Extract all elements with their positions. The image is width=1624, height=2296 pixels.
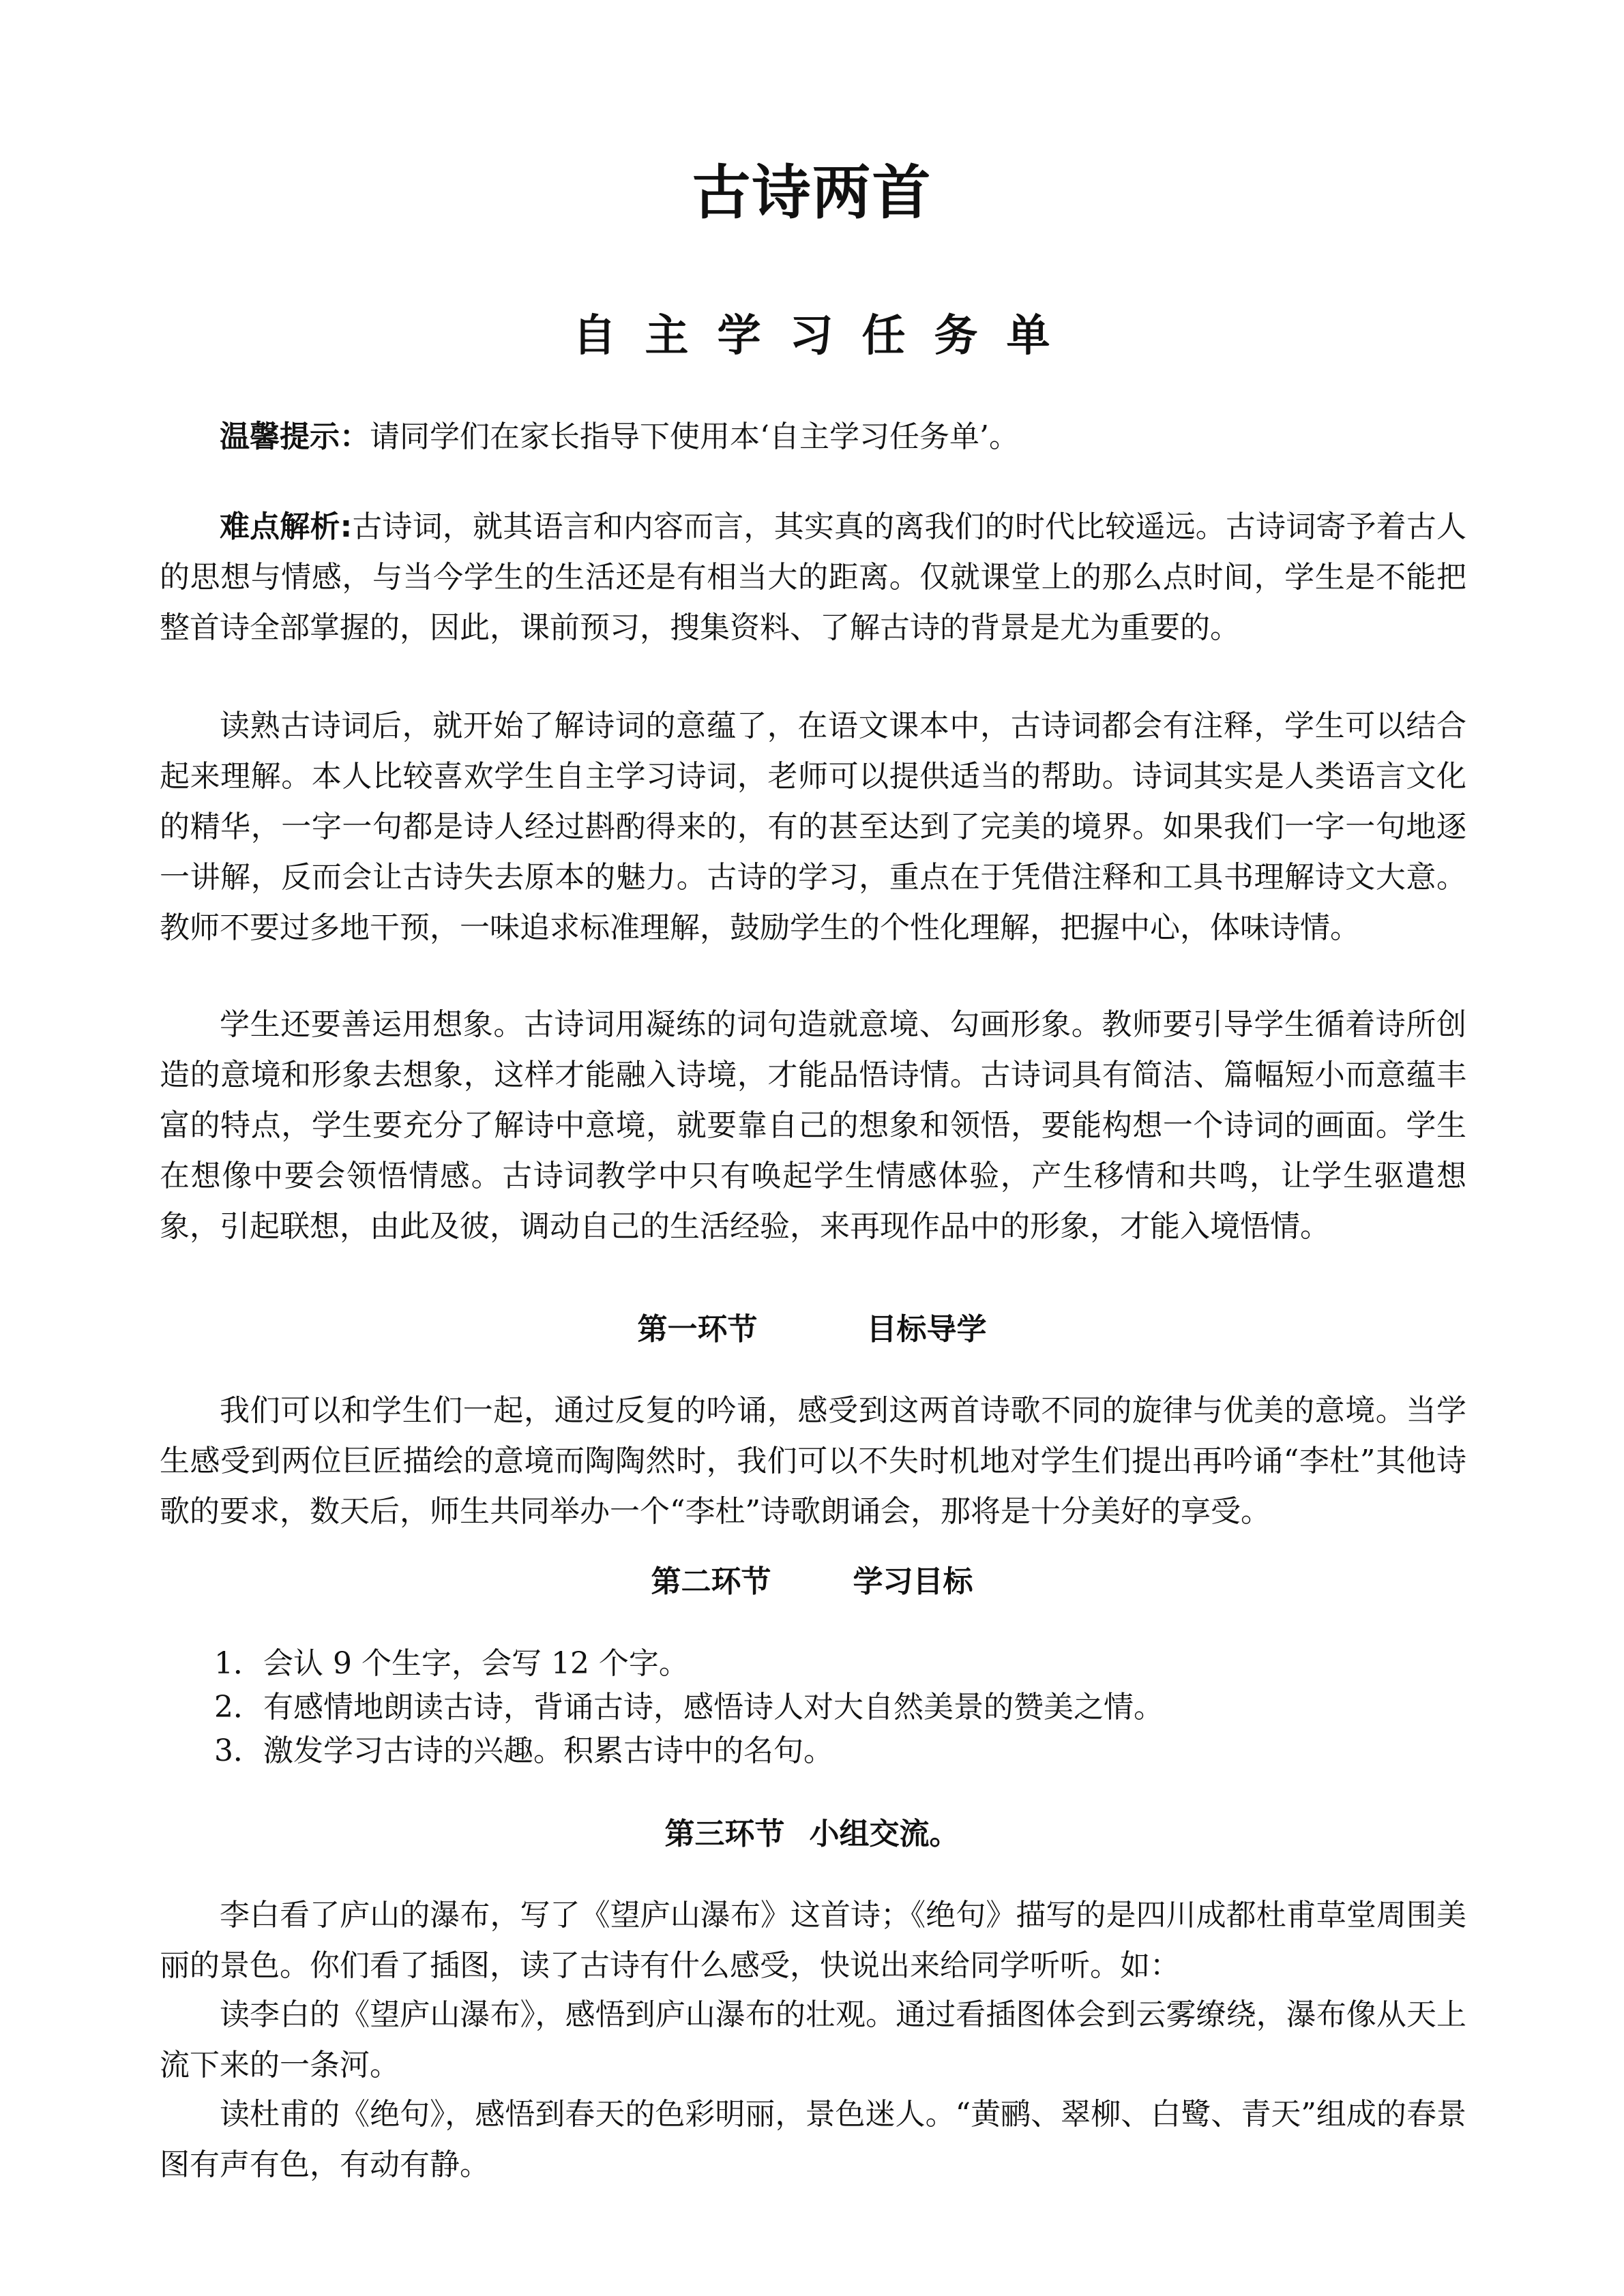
- section1-heading: [0, 1309, 1624, 1350]
- section3-name: 小组交流。: [809, 1817, 960, 1851]
- analysis-paragraph-3: 学生还要善运用想象。古诗词用凝练的词句造就意境、勾画形象。教师要引导学生循着诗所创造的意境和形象去想象，这样才能融入诗境，才能品悟诗情。古诗词具有简洁、篇幅短小而意蕴丰富的特点，学生要充分了解诗中意境，就要靠自己的想象和领悟，要能构想一个诗词的画面。学生在想像中要会领悟情感。古诗词教学中只有唤起学生情感体验，产生移情和共鸣，让学生驱遣想象，引起联想，由此及彼，调动自己的生活经验，来再现作品中的形象，才能入境悟情。: [160, 1007, 1466, 1244]
- tip-text: 请同学们在家长指导下使用本‘自主学习任务单’。: [370, 419, 1019, 454]
- goal-item: 3．激发学习古诗的兴趣。积累古诗中的名句。: [214, 1733, 833, 1768]
- analysis-paragraph-1: [160, 502, 1466, 653]
- goal-item: 2．有感情地朗读古诗，背诵古诗，感悟诗人对大自然美景的赞美之情。: [214, 1690, 1164, 1725]
- section1-number: 第一环节: [637, 1312, 758, 1347]
- section2-number: 第二环节: [651, 1564, 771, 1599]
- tip-label: 温馨提示：: [220, 419, 370, 454]
- section3-number: 第三环节: [664, 1817, 785, 1851]
- section2-heading: [0, 1562, 1624, 1602]
- section3-paragraph-1: 李白看了庐山的瀑布，写了《望庐山瀑布》这首诗；《绝句》描写的是四川成都杜甫草堂周围美丽的景色。你们看了插图，读了古诗有什么感受，快说出来给同学听听。如：: [160, 1898, 1466, 1983]
- section1-name: 目标导学: [866, 1312, 987, 1347]
- goal-item: 1．会认 9 个生字，会写 12 个字。: [214, 1646, 689, 1681]
- analysis-paragraph-2: 读熟古诗词后，就开始了解诗词的意蕴了，在语文课本中，古诗词都会有注释，学生可以结合起来理解。本人比较喜欢学生自主学习诗词，老师可以提供适当的帮助。诗词其实是人类语言文化的精华，一字一句都是诗人经过斟酌得来的，有的甚至达到了完美的境界。如果我们一字一句地逐一讲解，反而会让古诗失去原本的魅力。古诗的学习，重点在于凭借注释和工具书理解诗文大意。教师不要过多地干预，一味追求标准理解，鼓励学生的个性化理解，把握中心，体味诗情。: [160, 709, 1466, 945]
- page-subtitle: 自主学习任务单: [572, 311, 1079, 361]
- section1-text: 我们可以和学生们一起，通过反复的吟诵，感受到这两首诗歌不同的旋律与优美的意境。当学生感受到两位巨匠描绘的意境而陶陶然时，我们可以不失时机地对学生们提出再吟诵“李杜”其他诗歌的要求，数天后，师生共同举办一个“李杜”诗歌朗诵会，那将是十分美好的享受。: [160, 1393, 1466, 1529]
- section3-paragraph-3: 读杜甫的《绝句》，感悟到春天的色彩明丽，景色迷人。“黄鹂、翠柳、白鹭、青天”组成的春景图有声有色，有动有静。: [160, 2097, 1466, 2182]
- tip-paragraph: [160, 412, 1466, 462]
- section3-heading: [0, 1814, 1624, 1855]
- analysis-label: 难点解析:: [220, 509, 353, 544]
- section3-paragraph-2: 读李白的《望庐山瀑布》，感悟到庐山瀑布的壮观。通过看插图体会到云雾缭绕，瀑布像从天上流下来的一条河。: [160, 1997, 1466, 2083]
- section2-name: 学习目标: [853, 1564, 973, 1599]
- analysis-text-1: 古诗词，就其语言和内容而言，其实真的离我们的时代比较遥远。古诗词寄予着古人的思想与情感，与当今学生的生活还是有相当大的距离。仅就课堂上的那么点时间，学生是不能把整首诗全部掌握的，因此，课前预习，搜集资料、了解古诗的背景是尤为重要的。: [160, 509, 1466, 645]
- page-title: 古诗两首: [692, 159, 932, 227]
- goals-list: [160, 1642, 1466, 1773]
